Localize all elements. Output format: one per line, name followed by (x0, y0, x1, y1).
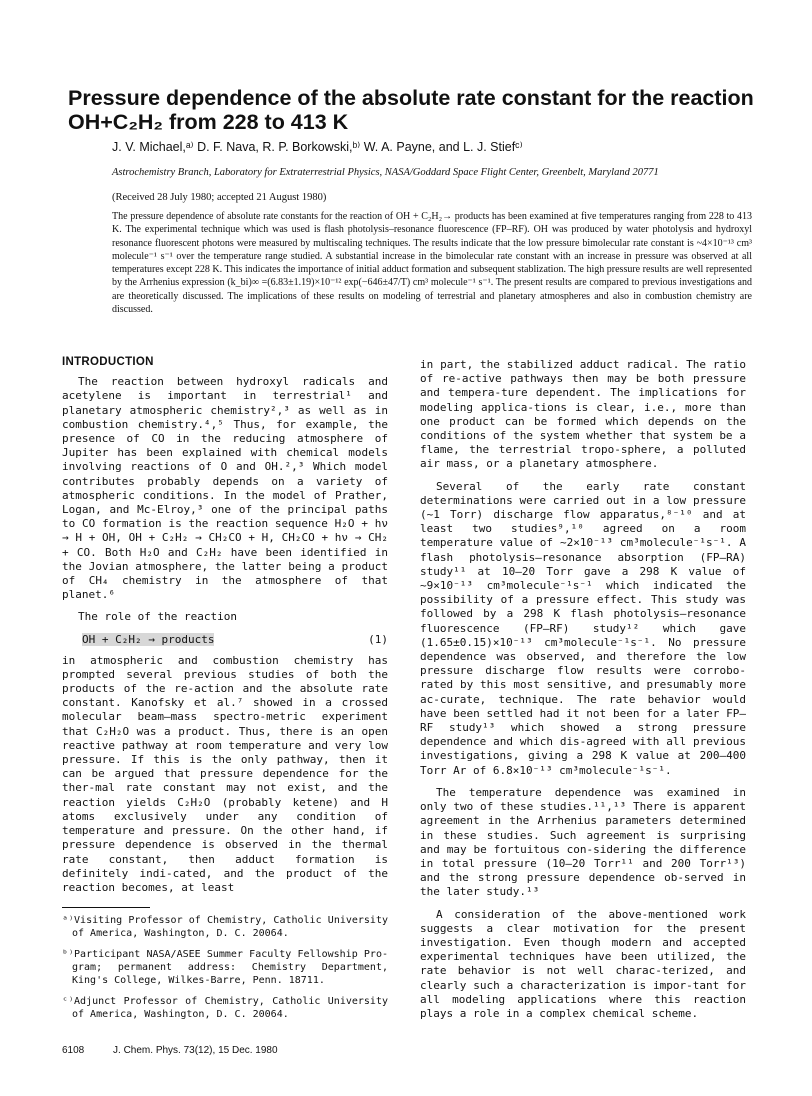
equation-text: OH + C₂H₂ → products (82, 632, 215, 646)
paragraph: The temperature dependence was examined in only two of these studies.¹¹,¹³ There is apparent agreement in the Arrhenius parameters determined in these studies. Such agreement is surprising and may be fortuitous con-sidering the difference in total pressure (10–20 Torr¹¹ and 200 Torr¹³) and the strong pressure dependence ob-served in the later study.¹³ (420, 785, 746, 899)
paragraph: in part, the stabilized adduct radical. The ratio of re-active pathways then may be both pressure and tempera-ture dependent. The implications for modeling applica-tions is clear, i.e., more than one product can be formed which depends on the conditions of the system whether that system be a flame, the terrestrial tropo-sphere, a polluted air mass, or a planetary atmosphere. (420, 358, 746, 471)
abstract: The pressure dependence of absolute rate constants for the reaction of OH + C₂H₂→ products has been examined at five temperatures ranging from 228 to 413 K. The experimental technique which was used is flash photolysis–resonance fluorescence (FP–RF). OH was produced by water photolysis and hydroxyl resonance fluorescent photons were measured by multiscaling techniques. The results indicate that the low pressure bimolecular rate constant is ~4×10⁻¹³ cm³ molecule⁻¹ s⁻¹ over the temperature range studied. A substantial increase in the bimolecular rate constant with an increase in pressure was observed at all temperatures except 228 K. This indicates the importance of initial adduct formation and subsequent stablization. The high pressure results are well represented by the Arrhenius expression (k_bi)∞ =(6.83±1.19)×10⁻¹² exp(−646±47/T) cm³ molecule⁻¹ s⁻¹. The present results are compared to previous investigations and are theoretically discussed. The implications of these results on modeling of terrestrial and planetary atmospheres and also in combustion chemistry are discussed. (112, 211, 752, 316)
footnote-divider (62, 907, 150, 908)
equation-1 (82, 633, 388, 648)
section-heading-introduction: INTRODUCTION (62, 356, 154, 368)
right-column (420, 358, 746, 1029)
left-column (62, 355, 388, 1029)
author-list: J. V. Michael,ᵃ⁾ D. F. Nava, R. P. Borkowski,ᵇ⁾ W. A. Payne, and L. J. Stiefᶜ⁾ (112, 140, 523, 154)
paragraph: The role of the reaction (78, 610, 237, 624)
page-number: 6108 (62, 1045, 85, 1056)
footnote-c: ᶜ⁾Adjunct Professor of Chemistry, Catholic University of America, Washington, D. C. 20064. (62, 996, 388, 1021)
journal-citation: J. Chem. Phys. 73(12), 15 Dec. 1980 (113, 1045, 278, 1056)
paragraph: A consideration of the above-mentioned work suggests a clear motivation for the present investigation. Even though modern and accepted experimental techniques have been utilized, the rate behavior is not well charac-terized, and clearly such a characterization is impor-tant for all modeling applications where this reaction plays a role in a complex chemical scheme. (420, 907, 746, 1020)
article-title: Pressure dependence of the absolute rate constant for the reaction OH+C₂H₂ from 228 to 413 K (68, 86, 754, 134)
paragraph: The reaction between hydroxyl radicals and acetylene is important in terrestrial¹ and planetary atmospheric chemistry²,³ as well as in combustion chemistry.⁴,⁵ Thus, for example, the presence of CO in the reducing atmosphere of Jupiter has been explained with chemical models involving reactions of O and OH.²,³ Which model contributes probably depends on a variety of atmospheric conditions. In the model of Prather, Logan, and Mc-Elroy,³ one of the principal paths to CO formation is the reaction sequence H₂O + hν → H + OH, OH + C₂H₂ → CH₂CO + H, CH₂CO + hν → CH₂ + CO. Both H₂O and C₂H₂ have been identified in the Jovian atmosphere, the latter being a product of CH₄ chemistry in the atmosphere of that planet.⁶ (62, 375, 388, 602)
footnote-b: ᵇ⁾Participant NASA/ASEE Summer Faculty Fellowship Pro-gram; permanent address: Chemistry Department, King's College, Wilkes-Barre, Penn. 18711. (62, 949, 388, 987)
page-footer (62, 1045, 278, 1056)
paragraph: in atmospheric and combustion chemistry has prompted several previous studies of both the products of the re-action and the absolute rate constant. Kanofsky et al.⁷ showed in a crossed molecular beam–mass spectro-metric experiment that C₂H₂O was a product. Thus, there is an open reactive pathway at room temperature and very low pressure. If this is the only pathway, then it can be argued that pressure dependence for the ther-mal rate constant may not exist, and the reaction yields C₂H₂O (probably ketene) and H atoms exclusively under any condition of temperature and pressure. On the other hand, if pressure dependence is observed in the thermal rate constant, then adduct formation is definitely indi-cated, and the product of the reaction becomes, at least (62, 653, 388, 894)
affiliation: Astrochemistry Branch, Laboratory for Extraterrestrial Physics, NASA/Goddard Space Flight Center, Greenbelt, Maryland 20771 (112, 167, 659, 178)
paragraph: Several of the early rate constant determinations were carried out in a low pressure (~1 Torr) discharge flow apparatus,⁸⁻¹⁰ and at least two studies⁹,¹⁰ agreed on a room temperature value of ~2×10⁻¹³ cm³molecule⁻¹s⁻¹. A flash photolysis–resonance absorption (FP–RA) study¹¹ at 10–20 Torr gave a 298 K value of ~9×10⁻¹³ cm³molecule⁻¹s⁻¹ which indicated the possibility of a pressure effect. This study was followed by a 298 K flash photolysis–resonance fluorescence (FP–RF) study¹² which gave (1.65±0.15)×10⁻¹³ cm³molecule⁻¹s⁻¹. No pressure dependence was observed, and therefore the low pressure discharge flow results were corrobo-rated by this most sensitive, and presumably more ac-curate, technique. The rate behavior would have been settled had it not been for a later FP–RF study¹³ which showed a strong pressure dependence and which dis-agreed with all previous investigations, giving a 298 K value at 200–400 Torr Ar of 6.8×10⁻¹³ cm³molecule⁻¹s⁻¹. (420, 479, 746, 777)
equation-number: (1) (368, 632, 388, 646)
footnote-a: ᵃ⁾Visiting Professor of Chemistry, Catholic University of America, Washington, D. C. 20064. (62, 915, 388, 940)
received-date: (Received 28 July 1980; accepted 21 August 1980) (112, 192, 327, 203)
